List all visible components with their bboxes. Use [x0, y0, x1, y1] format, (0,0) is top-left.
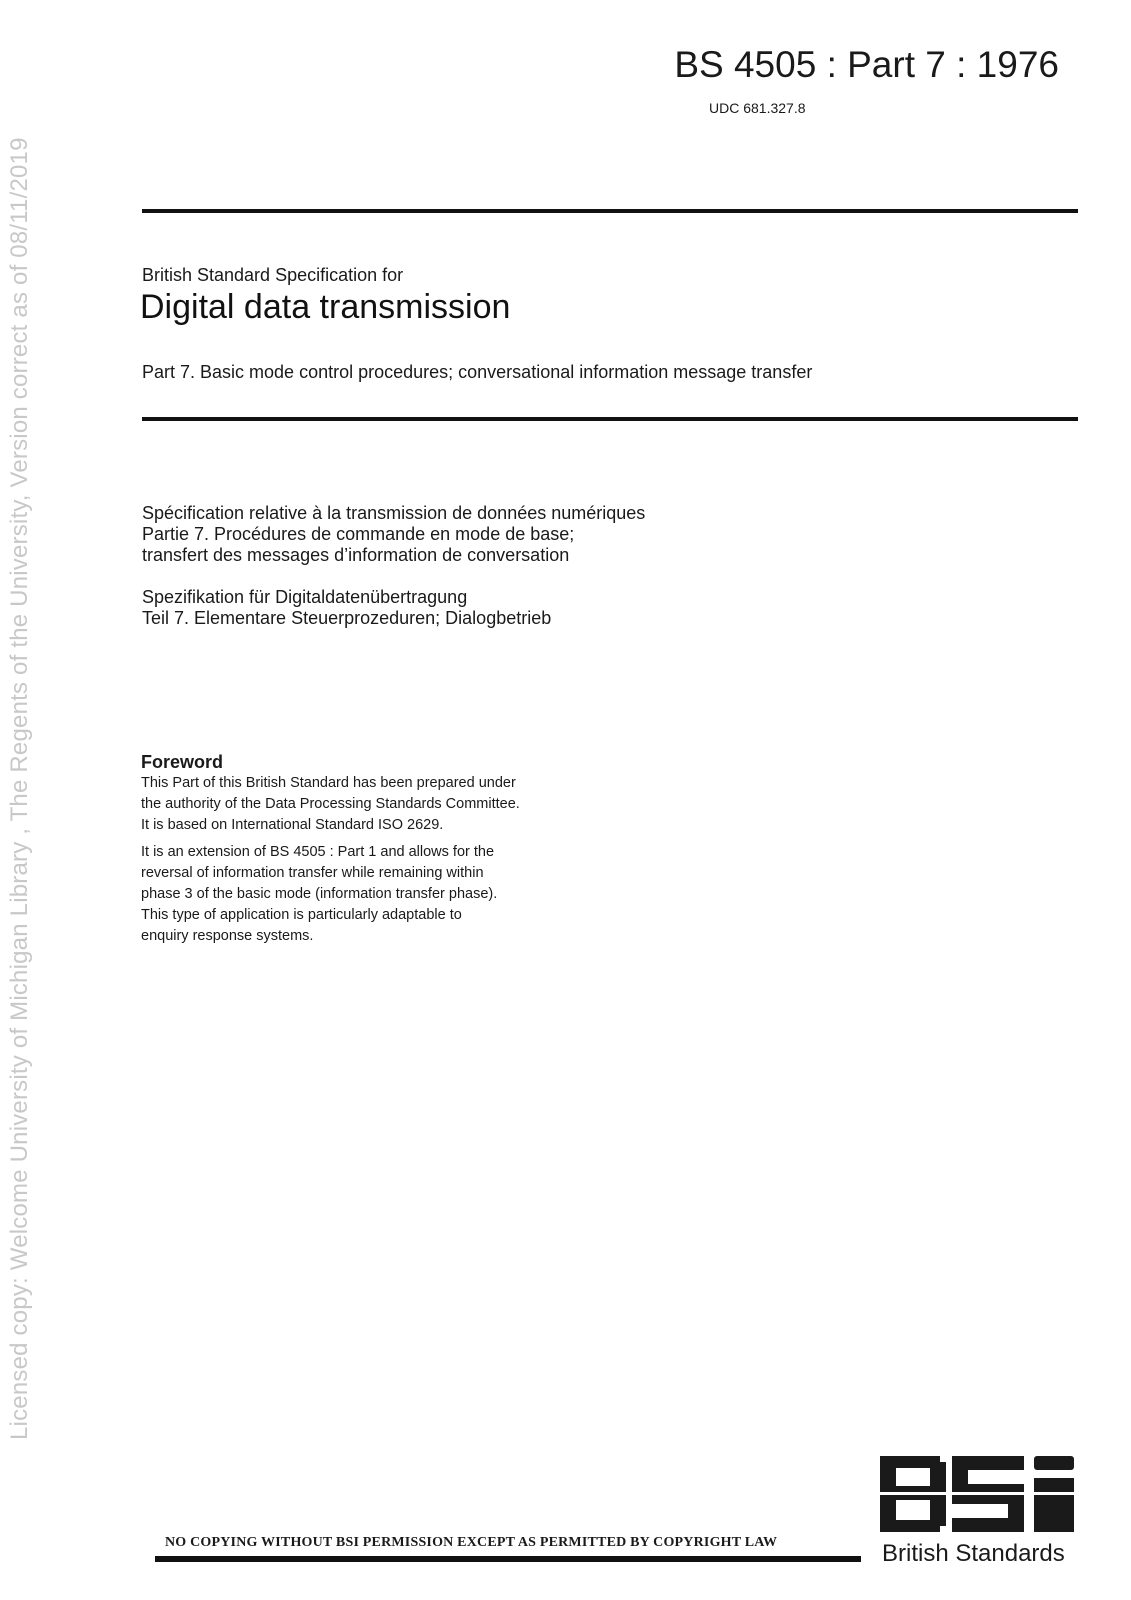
foreword-line: This type of application is particularly adaptable to	[141, 907, 462, 923]
spec-for-label: British Standard Specification for	[142, 265, 404, 285]
foreword-line: reversal of information transfer while remaining within	[141, 865, 484, 881]
bsi-logo	[880, 1456, 1076, 1532]
foreword-paragraph	[141, 842, 497, 947]
foreword-line: phase 3 of the basic mode (information transfer phase).	[141, 886, 498, 902]
foreword-line: It is an extension of BS 4505 : Part 1 and allows for the	[141, 844, 495, 860]
footer-divider	[155, 1556, 861, 1562]
foreword-line: enquiry response systems.	[141, 928, 314, 944]
license-watermark: Licensed copy: Welcome University of Michigan Library , The Regents of the University, Version correct as of 08/11/2019	[6, 137, 33, 1440]
french-line: Spécification relative à la transmission de données numériques	[142, 503, 646, 523]
german-line: Teil 7. Elementare Steuerprozeduren; Dialogbetrieb	[142, 608, 552, 628]
part-title: Part 7. Basic mode control procedures; conversational information message transfer	[142, 362, 813, 382]
french-line: transfert des messages d’information de conversation	[142, 545, 570, 565]
french-title-block	[142, 503, 645, 566]
foreword-line: It is based on International Standard ISO 2629.	[141, 817, 444, 833]
german-title-block	[142, 587, 551, 629]
document-title: Digital data transmission	[140, 288, 511, 326]
french-line: Partie 7. Procédures de commande en mode de base;	[142, 524, 575, 544]
udc-code: UDC 681.327.8	[709, 100, 806, 116]
standard-number: BS 4505 : Part 7 : 1976	[674, 44, 1059, 85]
foreword-heading: Foreword	[141, 752, 224, 772]
title-divider	[142, 417, 1078, 421]
foreword-paragraph	[141, 773, 520, 836]
brand-name: British Standards	[882, 1540, 1065, 1567]
top-divider	[142, 209, 1078, 213]
copyright-notice: NO COPYING WITHOUT BSI PERMISSION EXCEPT AS PERMITTED BY COPYRIGHT LAW	[165, 1535, 778, 1550]
german-line: Spezifikation für Digitaldatenübertragung	[142, 587, 468, 607]
foreword-line: This Part of this British Standard has been prepared under	[141, 775, 516, 791]
foreword-line: the authority of the Data Processing Standards Committee.	[141, 796, 520, 812]
